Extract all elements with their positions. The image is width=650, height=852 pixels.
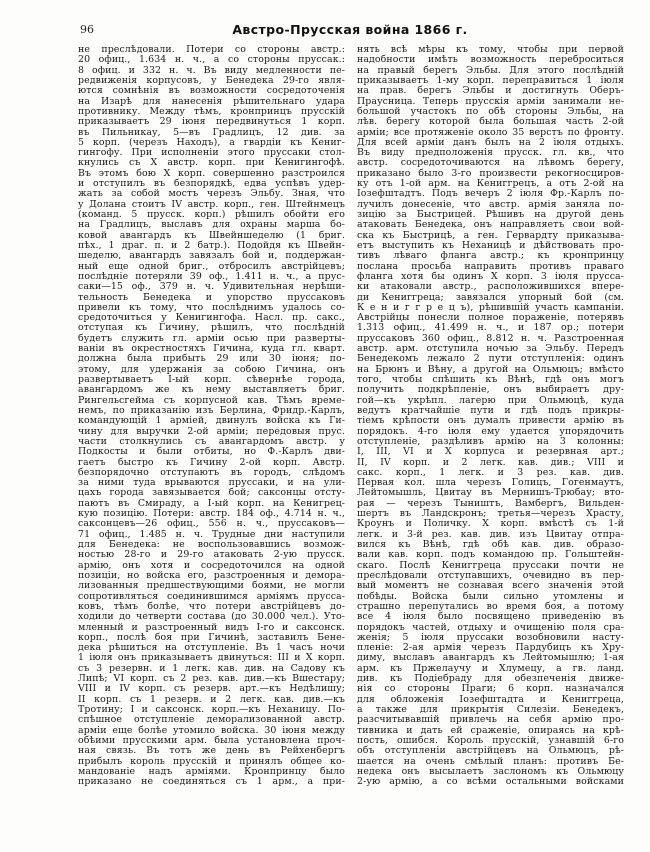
text-line: командующій 1 арміей, двинулъ войска къ Ги- (78, 415, 345, 427)
text-line: Лейтомышль, Цвитау въ Мернишъ-Трюбау; вто- (357, 487, 624, 499)
text-line: пѣх., 1 драг. п. и 2 батр.). Подойдя къ Швейн- (78, 239, 345, 251)
text-line: отступленіе, раздѣливъ армію на 3 колонны: (357, 435, 624, 447)
text-line: шается на очень смѣлый планъ: противъ Бе- (357, 755, 624, 767)
text-line: нять всѣ мѣры къ тому, чтобы при первой (357, 44, 624, 55)
text-line: все 4 іюля было посвящено приведенію въ (357, 611, 624, 623)
text-line: за ними туда врываются пруссаки, и на ули- (78, 477, 345, 489)
text-line: прибылъ король прусскій и принялъ общее ко- (78, 755, 345, 767)
text-line: большой участокъ по обѣ стороны Эльбы, на (357, 105, 624, 117)
text-line: сопротивляться соединившимся арміямъ прусса- (78, 590, 345, 602)
left-column (78, 45, 345, 788)
text-line: на правый берегъ Эльбы. Для этого послѣдній (357, 64, 624, 76)
text-line: 8 офиц. и 332 н. ч. Въ виду медленности пе- (78, 64, 345, 76)
text-line: ная связь. Въ тотъ же день въ Рейхенбергъ (78, 745, 345, 757)
text-line: Іозефштадтъ. Подъ вечеръ 2 іюля Фр.-Карлъ по- (357, 188, 624, 200)
text-line: спѣшное отступленіе деморализованной австр. (78, 714, 345, 726)
text-line: надобности имѣть возможность переброситься (357, 54, 624, 66)
text-line: диму, выславъ авангардъ къ Лейтомышлю; 1-ая (357, 652, 624, 664)
text-line: развертываетъ I-ый корп. сѣвернѣе города, (78, 374, 345, 385)
text-line: 20 офиц., 1.634 н. ч., а со стороны пруссак.: (78, 54, 345, 66)
text-line: обѣими прусскими арм. была установлена проч- (78, 734, 345, 746)
text-line: послѣдніе потеряли 39 оф., 1.411 н. ч., а прус- (78, 270, 345, 282)
text-line: побѣды. Войска были сильно утомлены и (357, 590, 624, 602)
text-line: должна была прибыть 29 или 30 іюня; по- (78, 353, 345, 365)
text-line: въ Пильникау, 5—въ Градлицъ, 12 див. за (78, 126, 345, 138)
text-line: легк. и 3-й рез. кав. див. изъ Цвитау отпра- (357, 528, 624, 540)
text-line: арміи еще болѣе утомило войска. 30 іюня между (78, 724, 345, 736)
text-line: ди Кениггреца; завязался упорный бой (см. (357, 291, 624, 303)
text-line: 1 іюля онъ приказываетъ двинуться: III и X корп. (78, 652, 345, 664)
text-line: лѣв. берегу которой была большая часть 2-ой (357, 116, 624, 128)
text-line: того, чтобы спѣшить къ Вѣнѣ, гдѣ онъ могъ (357, 374, 624, 385)
text-line: 1.313 офиц., 41.499 н. ч., и 187 ор.; потери (357, 322, 624, 334)
text-line: привели къ тому, что послѣднимъ удалось со- (78, 301, 345, 313)
text-line: мандованіе надъ арміями. Кронпринцу было (78, 765, 345, 777)
text-line: жать за собой мостъ черезъ Эльбу. Зная, что (78, 188, 345, 200)
text-line: Праусница. Теперь прусскія арміи занимали не- (357, 95, 624, 107)
text-line: I, III, VI и X корпуса и резервная арт.; (357, 446, 624, 458)
page-header (78, 22, 622, 38)
text-line: Липѣ; VI корп. съ 2 рез. кав. див.—къ Вшестару; (78, 673, 345, 685)
text-line: сакс. корп., 1 легк. и 3 рез. кав. див. (357, 466, 624, 478)
text-line: и отступилъ въ безпорядкѣ, едва успѣвъ удер- (78, 178, 345, 190)
text-line: шертъ въ Ландскронъ; третья—черезъ Храсту, (357, 508, 624, 520)
text-line: части столкнулись съ авангардомъ австр. у (78, 435, 345, 447)
text-line: безпорядочно отступаютъ въ городъ, слѣдомъ (78, 466, 345, 478)
text-line: шеделю, авангардъ завязалъ бой и, поддержан- (78, 250, 345, 262)
text-line: паютъ въ Смираду, а I-ый корп. на Кенигрец- (78, 497, 345, 509)
text-line: противнику. Между тѣмъ, кронпринцъ прусскій (78, 105, 345, 117)
text-line: Австрійцы понесли полное пораженіе, потерявъ (357, 312, 624, 324)
text-line: тивъ лѣваго фланга австр.; къ кронпринцу (357, 250, 624, 262)
text-line: тивника и дать ей сраженіе, опираясь на крѣ- (357, 724, 624, 736)
text-line: ковъ, тѣмъ болѣе, что потери австрійцевъ до- (78, 600, 345, 612)
text-line: див. къ Подіебраду для обезпеченія движе- (357, 673, 624, 685)
text-columns (78, 45, 624, 788)
text-line: ска къ Быстрицѣ, а ген. Гервардту приказыва- (357, 229, 624, 241)
text-line: вый моментъ не сознавая всего значенія этой (357, 580, 624, 592)
text-line: рая — черезъ Тыништъ, Вамбергъ, Вильден- (357, 497, 624, 509)
text-line: средоточиться у Кенигингофа. Насл. пр. сакс., (78, 312, 345, 324)
text-line: ки атаковали австр., расположившихся впере- (357, 281, 624, 293)
text-line: немъ, по приказанію изъ Берлина, Фридр.-Карлъ, (78, 404, 345, 416)
text-line: женія; 5 іюля пруссаки возобновили насту- (357, 631, 624, 643)
text-line: у Долана стоитъ IV австр. корп., ген. Штейнмецъ (78, 198, 345, 210)
text-line: съ 3 резервн. и 1 легк. кав. див. на Садову къ (78, 662, 345, 674)
text-line: разсчитывавшій привлечь на себя армію про- (357, 714, 624, 726)
text-line: скаго. Послѣ Кениггреца пруссаки почти не (357, 559, 624, 571)
text-line: армію, онъ хотя и сосредоточился на одной (78, 559, 345, 571)
text-line: саксонцевъ—26 офиц., 556 н. ч., пруссаковъ— (78, 518, 345, 530)
text-line: получить подкрѣпленіе, онъ выбираетъ дру- (357, 384, 624, 396)
text-line: ваніи въ окрестностяхъ Гичина, куда гл. кварт. (78, 343, 345, 355)
text-line: Въ этомъ бою X корп. совершенно разстроился (78, 167, 345, 179)
text-line: ковой авангардъ къ Швейншеделю (1 бриг. (78, 229, 345, 241)
text-line: не преслѣдовали. Потери со стороны австр.: (78, 44, 345, 55)
text-line: вился къ Вѣнѣ, гдѣ обѣ кав. див. образо- (357, 539, 624, 550)
text-line: Тротину; I и саксонск. корп.—къ Неханицу. По- (78, 704, 345, 715)
text-line: порядокъ. 4-го іюля ему удается упорядочить (357, 425, 624, 437)
text-line: недека онъ высылаетъ заслономъ къ Ольмюцу (357, 765, 624, 777)
text-line: ностью 28-го и 29-го атаковать 2-ую прусск. (78, 549, 345, 561)
text-line: арміи; все протяженіе около 35 верстъ по фронту. (357, 126, 624, 138)
text-line: ются сомнѣнія въ возможности сосредоточенія (78, 85, 345, 97)
text-line: вали кав. корп. подъ командою пр. Гольштейн- (357, 549, 624, 561)
text-line: пленіе: 2-ая армія черезъ Пардубицъ къ Хру- (357, 642, 624, 654)
text-line: лучилъ донесеніе, что австр. армія заняла по- (357, 198, 624, 210)
text-line: Бенедекомъ лежало 2 пути отступленія: одинъ (357, 353, 624, 365)
text-line: етъ выступить къ Неханицѣ и дѣйствовать про- (357, 239, 624, 251)
text-line: приказываетъ 29 іюня передвинуться 1 корп. (78, 116, 345, 128)
text-line: гингофу. При исполненіи этого пруссаки стол- (78, 147, 345, 159)
text-line: лизованныя предшествующими боями, не могли (78, 580, 345, 592)
text-line: нія со стороны Праги; 6 корп. назначался (357, 683, 624, 695)
text-line: объ отступленіи австрійцевъ на Ольмюцъ, рѣ- (357, 745, 624, 757)
text-line: Первая кол. шла черезъ Голицъ, Гогенмаутъ, (357, 477, 624, 489)
text-line: приказываетъ 1-му корп. переправиться 1 іюля (357, 74, 624, 86)
text-line: К е н и г г р е ц ъ), рѣшившій участь кампаніи. (357, 301, 624, 313)
text-line: для обложенія Іозефштадта и Кениггреца, (357, 693, 624, 705)
text-line: порядокъ частей, отдыху и очищенію поля сра- (357, 621, 624, 633)
text-line: чину для выручки 2-ой арміи; передовыя прус. (78, 425, 345, 437)
text-line: гой—къ укрѣпл. лагерю при Ольмюцѣ, куда (357, 394, 624, 406)
text-line: мленный и разстроенный видъ I-го и саксонск. (78, 621, 345, 633)
text-line: преслѣдовали отступавшихъ, очевидно въ пер- (357, 569, 624, 581)
text-line: корп., послѣ боя при Гичинѣ, заставилъ Бене- (78, 631, 345, 643)
text-line: атаковать Бенедека, онъ направляетъ свои вой- (357, 219, 624, 231)
text-line: зицію за Быстрицей. Рѣшивъ на другой день (357, 209, 624, 220)
text-line: приказано было 3-го произвести рекогносциров- (357, 167, 624, 179)
text-line: фланга хотя бы одинъ X корп. 3 іюля прусса- (357, 270, 624, 282)
text-line: послана просьба направить противъ праваго (357, 260, 624, 272)
text-line: на Брюнъ и Вѣну, а другой на Ольмюцъ; вмѣсто (357, 363, 624, 375)
text-line: а также для прикрытія Силезіи. Бенедекъ, (357, 704, 624, 715)
text-line: Рингельсгейма съ корпусной кав. Тѣмъ време- (78, 394, 345, 406)
text-line: авангардомъ же къ нему выставляетъ бриг. (78, 384, 345, 396)
text-line: Въ виду предположенія прусск. гл. кв., что (357, 147, 624, 159)
text-line: отступая къ Гичину, рѣшилъ, что послѣдній (78, 322, 345, 334)
text-line: II, IV корп. и 2 легк. кав. див.; VIII и (357, 456, 624, 468)
text-line: арм. къ Пржелаучу и Хлумецу, а гв. ланд. (357, 662, 624, 674)
text-line: для Бенедека: не воспользовавшись возмож- (78, 539, 345, 550)
text-line: ку отъ 1-ой арм. на Кениггрецъ, а отъ 2-ой на (357, 178, 624, 190)
text-line: на прав. берегъ Эльбы и достигнуть Оберъ- (357, 85, 624, 97)
page-number: 96 (80, 23, 94, 36)
text-line: Для всей арміи данъ былъ на 2 іюля отдыхъ. (357, 136, 624, 148)
text-line: этому, для удержанія за собою Гичина, онъ (78, 363, 345, 375)
text-line: австр. арм. отступила ночью за Эльбу. Передъ (357, 343, 624, 355)
text-line: редвиженія корпусовъ, у Бенедека 29-го явля- (78, 74, 345, 86)
text-line: дека рѣшиться на отступленіе. Въ 1 часъ ночи (78, 642, 345, 654)
text-line: ведутъ кратчайшіе пути и гдѣ подъ прикры- (357, 404, 624, 416)
text-line: Подкосты и были отбиты, но Ф.-Карлъ дви- (78, 446, 345, 458)
text-line: Кроунъ и Поличку. X корп. вмѣстѣ съ 1-й (357, 518, 624, 530)
text-line: 5 корп. (черезъ Находъ), а гвардіи къ Кениг- (78, 136, 345, 148)
text-line: будетъ служить гл. арміи осью при разверты- (78, 332, 345, 344)
text-line: цахъ города завязывается бой; саксонцы отсту- (78, 487, 345, 499)
text-line: ный еще одной бриг., отбросилъ австрійцевъ; (78, 260, 345, 272)
text-line: ходили до четверти состава (до 30.000 чел.). Уто- (78, 611, 345, 623)
text-line: VIII и IV корп. съ резерв. арт.—къ Недѣлишу; (78, 683, 345, 695)
text-line: на Градлицъ, выславъ для охраны марша бо- (78, 219, 345, 231)
text-line: на Изарѣ для нанесенія рѣшительнаго удара (78, 95, 345, 107)
text-line: приказано не соединяться съ 1 арм., а при- (78, 776, 345, 788)
text-line: позиціи, но войска его, разстроенныя и демора- (78, 569, 345, 581)
text-line: гаетъ быстро къ Гичину 2-ой корп. Австр. (78, 456, 345, 468)
text-line: кую позицію. Потери: австр. 184 оф., 4.714 н. ч., (78, 508, 345, 520)
right-column (357, 45, 624, 788)
text-line: тельность Бенедека и упорство пруссаковъ (78, 291, 345, 303)
text-line: 71 офиц., 1.485 н. ч. Трудные дни наступили (78, 528, 345, 540)
text-line: пруссаковъ 360 офиц., 8.812 н. ч. Разстроенная (357, 332, 624, 344)
text-line: страшно перепутались во время боя, а потому (357, 600, 624, 612)
text-line: 2-ую армію, а со всѣми остальными войсками (357, 776, 624, 788)
text-line: кнулись съ X австр. корп. при Кенигингофѣ. (78, 157, 345, 169)
text-line: тіемъ крѣпости онъ думалъ привести армію въ (357, 415, 624, 427)
page-header-title: Австро-Прусская война 1866 г. (232, 22, 468, 37)
text-line: пость, ошибся. Король прусскій, узнавшій 6-го (357, 734, 624, 746)
text-line: II корп. съ 1 резерв. и 2 легк. кав. див.—къ (78, 693, 345, 705)
text-line: австр. сосредоточиваются на лѣвомъ берегу, (357, 157, 624, 169)
text-line: саки—15 оф., 379 н. ч. Удивительная нерѣши- (78, 281, 345, 293)
text-line: (команд. 5 прусск. корп.) рѣшилъ обойти его (78, 209, 345, 220)
